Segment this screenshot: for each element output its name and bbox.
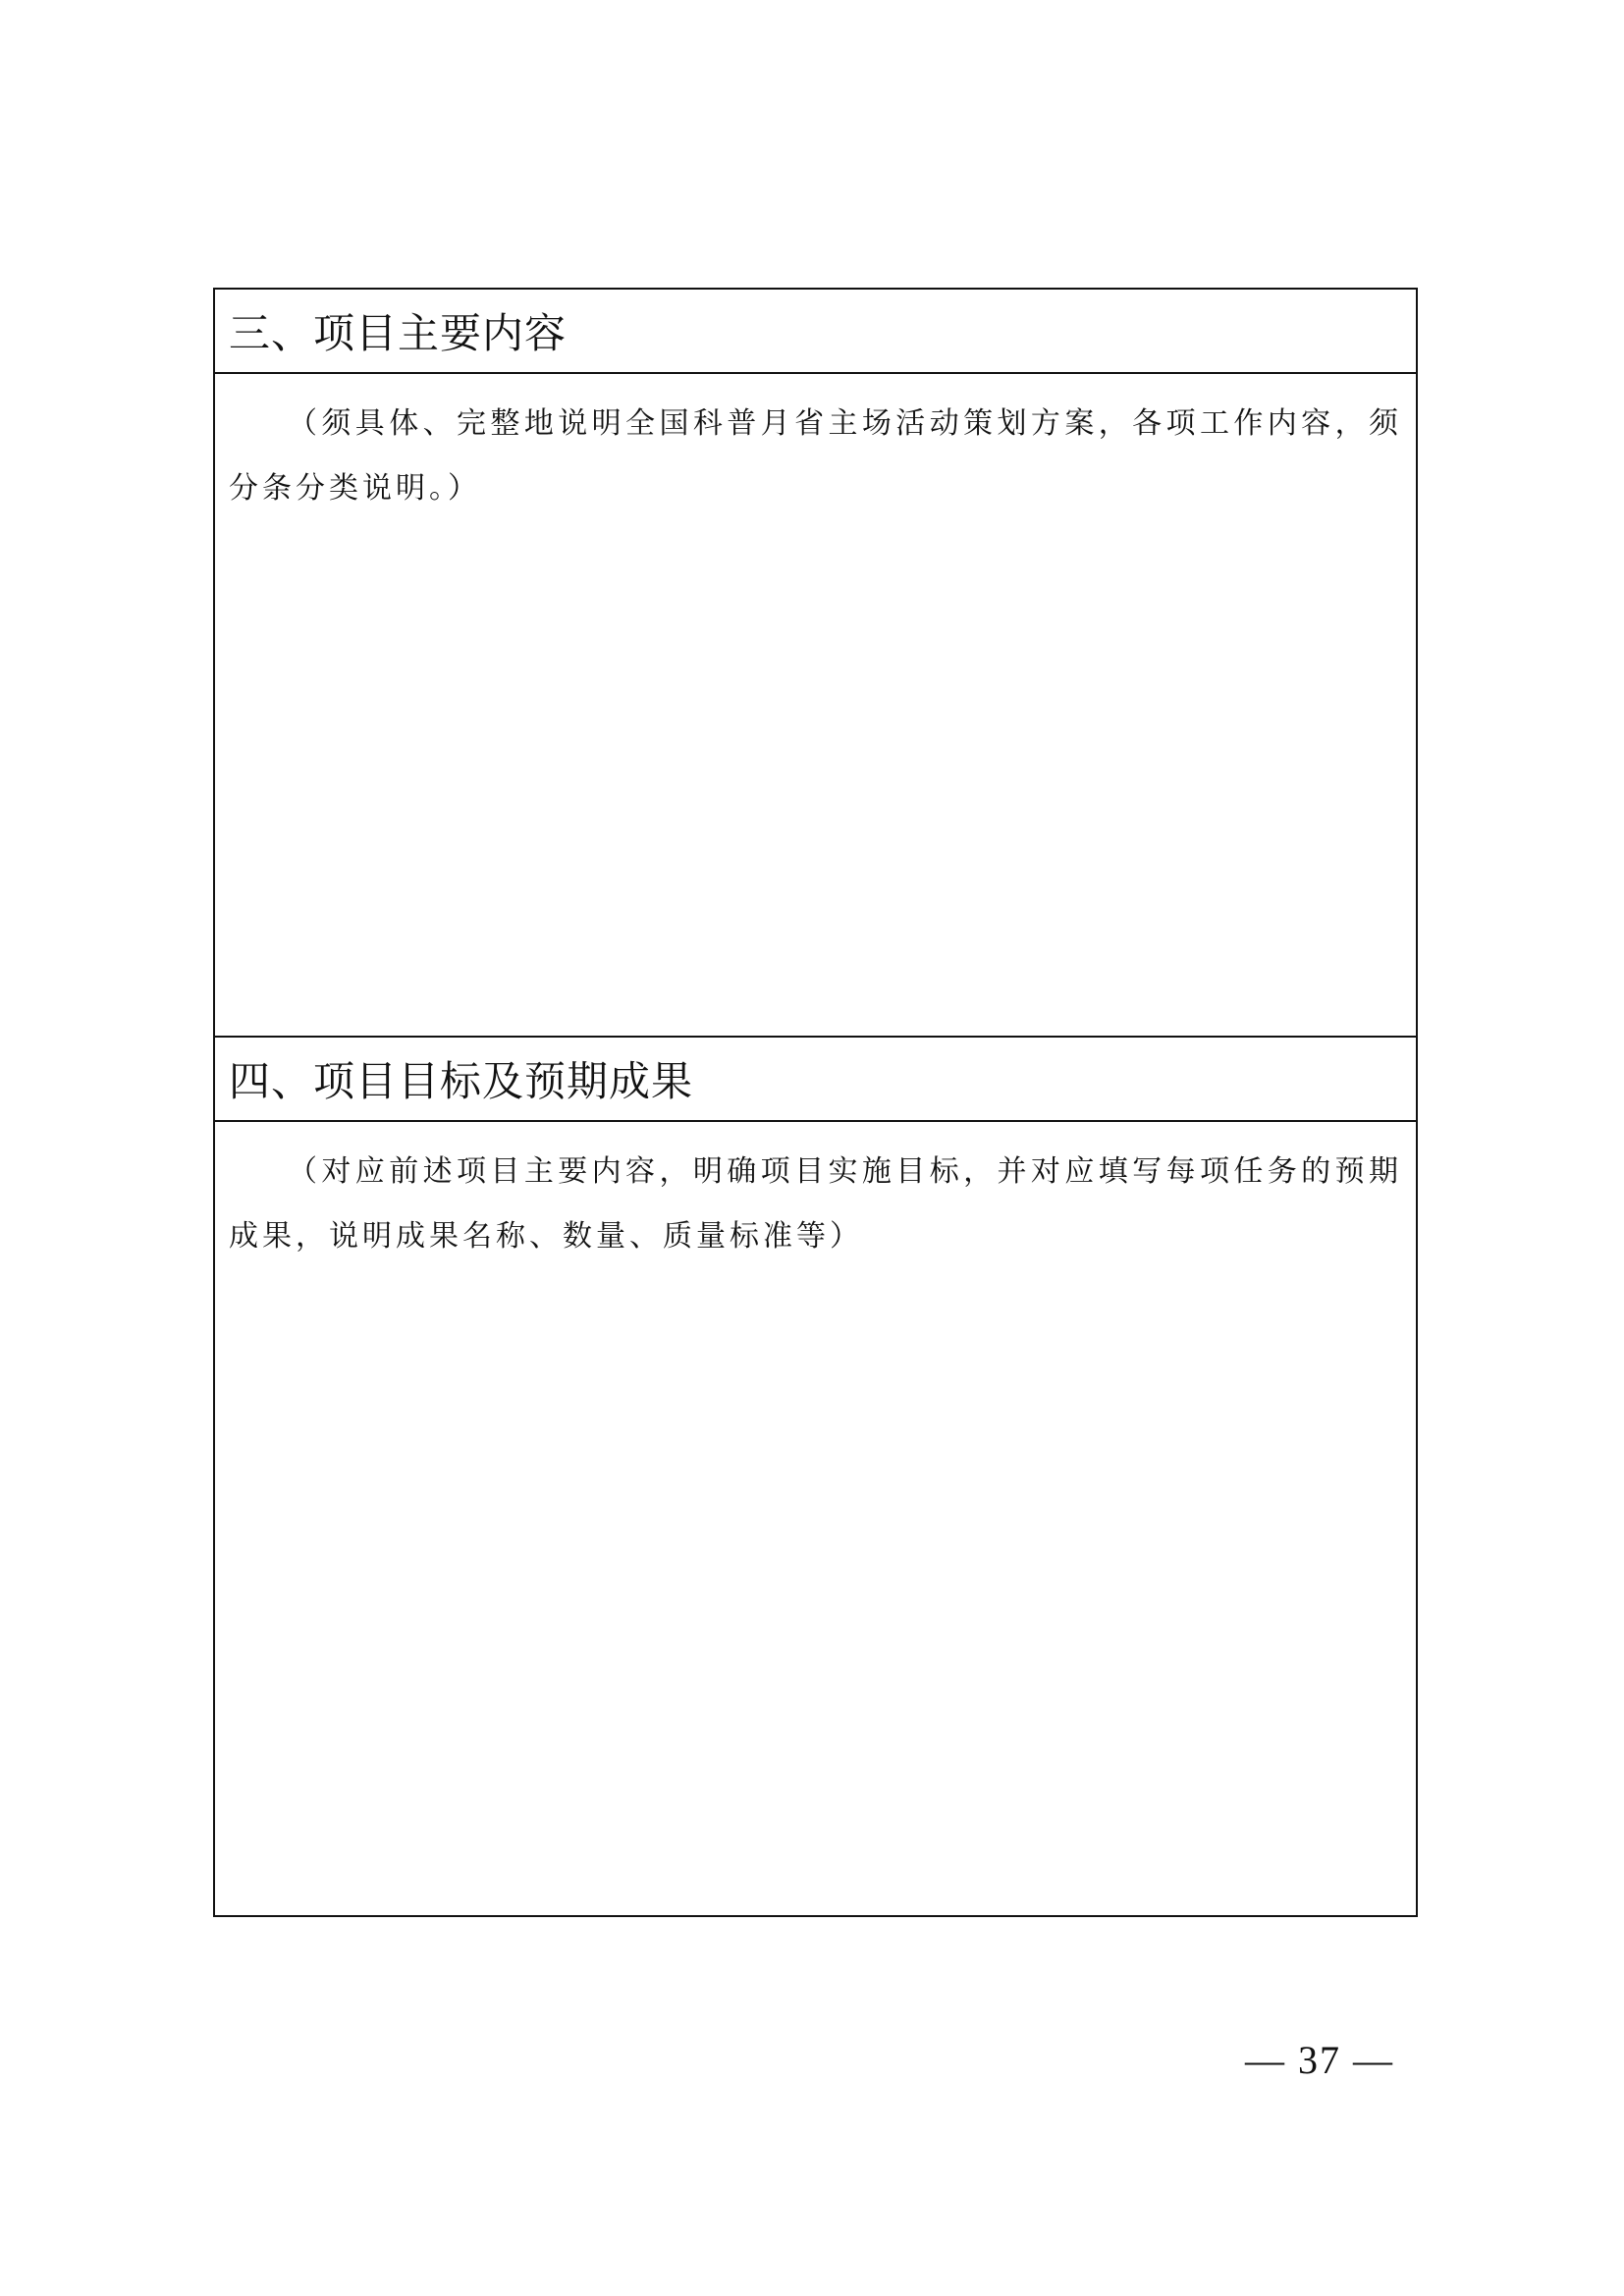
section-title-main-content: 三、项目主要内容 <box>215 290 1416 374</box>
instruction-goals-outcomes: （对应前述项目主要内容，明确项目实施目标，并对应填写每项任务的预期成果，说明成果名称、数量、质量标准等） <box>229 1154 1402 1254</box>
section-body-goals-outcomes[interactable] <box>215 1122 1416 1915</box>
section-body-main-content[interactable] <box>215 374 1416 1038</box>
application-form-table <box>213 288 1418 1917</box>
page-number: — 37 — <box>1245 2038 1394 2082</box>
instruction-main-content: （须具体、完整地说明全国科普月省主场活动策划方案，各项工作内容，须分条分类说明。） <box>229 406 1402 506</box>
section-title-goals-outcomes: 四、项目目标及预期成果 <box>215 1038 1416 1122</box>
